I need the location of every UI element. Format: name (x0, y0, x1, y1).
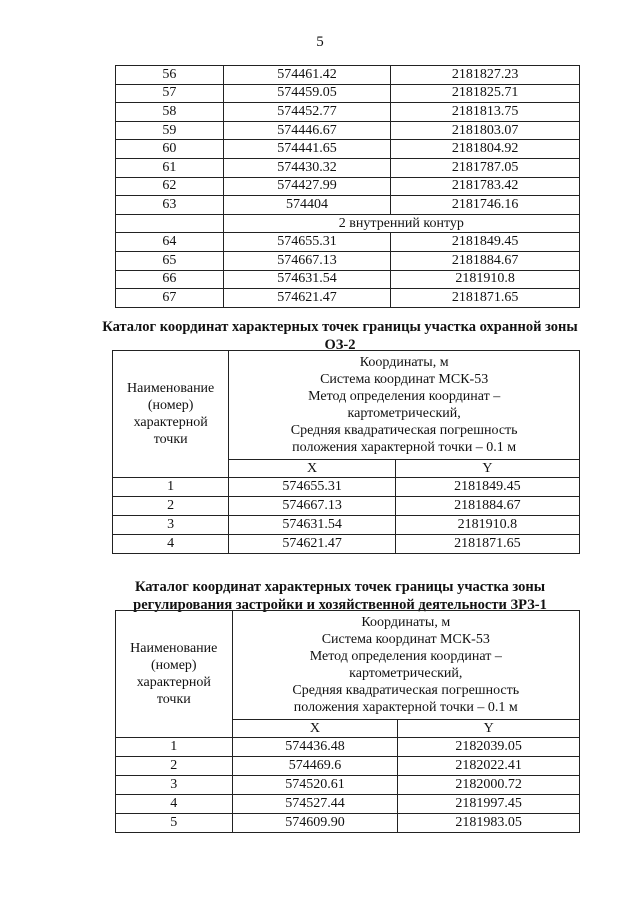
x-coordinate-cell: 574452.77 (223, 103, 391, 122)
coordinates-header-line: Координаты, м (359, 355, 449, 370)
point-number-cell: 3 (116, 776, 233, 795)
point-number-cell: 56 (116, 66, 224, 85)
point-number-cell: 65 (116, 251, 224, 270)
coordinates-header-line: Метод определения координат – (309, 649, 502, 664)
x-coordinate-cell: 574527.44 (232, 795, 398, 814)
y-column-header: Y (398, 720, 580, 738)
y-coordinate-cell: 2181787.05 (391, 158, 580, 177)
coordinates-header-line: Система координат МСК-53 (320, 372, 489, 387)
table-row (116, 270, 580, 289)
point-name-header: Наименование (номер) характерной точки (113, 351, 229, 478)
table-row (116, 121, 580, 140)
point-number-cell: 63 (116, 196, 224, 215)
table-row (116, 214, 580, 233)
x-coordinate-cell: 574441.65 (223, 140, 391, 159)
y-coordinate-cell: 2181803.07 (391, 121, 580, 140)
table-row (116, 757, 580, 776)
point-number-cell: 2 (116, 757, 233, 776)
y-coordinate-cell: 2181825.71 (391, 84, 580, 103)
table-row (116, 814, 580, 833)
table-row (116, 84, 580, 103)
header-row (116, 611, 580, 720)
table-row (116, 158, 580, 177)
table-row (116, 795, 580, 814)
coordinates-table-continuation (115, 65, 580, 308)
y-coordinate-cell: 2182000.72 (398, 776, 580, 795)
point-number-cell: 62 (116, 177, 224, 196)
coordinates-header-line: картометрический, (347, 406, 461, 421)
point-number-cell: 4 (116, 795, 233, 814)
contour-subheading: 2 внутренний контур (223, 214, 579, 233)
y-coordinate-cell: 2181783.42 (391, 177, 580, 196)
page-number: 5 (316, 34, 324, 50)
x-coordinate-cell: 574404 (223, 196, 391, 215)
x-coordinate-cell: 574667.13 (223, 251, 391, 270)
point-number-cell: 4 (113, 535, 229, 554)
point-number-cell: 66 (116, 270, 224, 289)
x-coordinate-cell: 574621.47 (223, 289, 391, 308)
y-coordinate-cell: 2181746.16 (391, 196, 580, 215)
x-coordinate-cell: 574621.47 (229, 535, 396, 554)
point-number-cell: 60 (116, 140, 224, 159)
x-coordinate-cell: 574459.05 (223, 84, 391, 103)
y-coordinate-cell: 2181910.8 (395, 516, 579, 535)
point-number-cell: 1 (113, 478, 229, 497)
point-number-cell: 64 (116, 233, 224, 252)
point-number-cell: 59 (116, 121, 224, 140)
x-coordinate-cell: 574667.13 (229, 497, 396, 516)
y-coordinate-cell: 2182039.05 (398, 738, 580, 757)
empty-cell (116, 214, 224, 233)
catalog-zrz1-table (115, 610, 580, 833)
point-number-cell: 58 (116, 103, 224, 122)
table-row (116, 66, 580, 85)
table-row (116, 738, 580, 757)
x-coordinate-cell: 574436.48 (232, 738, 398, 757)
coordinates-header-line: картометрический, (349, 666, 463, 681)
y-coordinate-cell: 2181910.8 (391, 270, 580, 289)
table-row (116, 177, 580, 196)
table-row (113, 497, 580, 516)
x-column-header: X (232, 720, 398, 738)
x-coordinate-cell: 574469.6 (232, 757, 398, 776)
table-row (113, 478, 580, 497)
y-coordinate-cell: 2181983.05 (398, 814, 580, 833)
x-coordinate-cell: 574609.90 (232, 814, 398, 833)
x-coordinate-cell: 574427.99 (223, 177, 391, 196)
coordinates-header-line: Координаты, м (361, 615, 451, 630)
point-number-cell: 3 (113, 516, 229, 535)
catalog-zrz1-title: Каталог координат характерных точек границы участка зоны регулирования застройки и хозяйственной деятельности ЗРЗ-1 (133, 579, 547, 613)
x-coordinate-cell: 574655.31 (223, 233, 391, 252)
y-coordinate-cell: 2181813.75 (391, 103, 580, 122)
coordinates-header-line: положения характерной точки – 0.1 м (293, 700, 518, 715)
table-row (116, 196, 580, 215)
point-number-cell: 67 (116, 289, 224, 308)
y-coordinate-cell: 2181804.92 (391, 140, 580, 159)
coordinates-header-line: Средняя квадратическая погрешность (292, 683, 520, 698)
y-coordinate-cell: 2181849.45 (395, 478, 579, 497)
x-coordinate-cell: 574655.31 (229, 478, 396, 497)
table-row (116, 233, 580, 252)
table-row (116, 776, 580, 795)
coordinates-header-line: Метод определения координат – (308, 389, 501, 404)
point-number-cell: 57 (116, 84, 224, 103)
y-coordinate-cell: 2181849.45 (391, 233, 580, 252)
y-coordinate-cell: 2181884.67 (391, 251, 580, 270)
table-row (116, 251, 580, 270)
x-coordinate-cell: 574631.54 (223, 270, 391, 289)
x-coordinate-cell: 574520.61 (232, 776, 398, 795)
table-row (113, 535, 580, 554)
y-coordinate-cell: 2181827.23 (391, 66, 580, 85)
x-column-header: X (229, 460, 396, 478)
x-coordinate-cell: 574631.54 (229, 516, 396, 535)
coordinates-header-line: Система координат МСК-53 (321, 632, 490, 647)
point-number-cell: 5 (116, 814, 233, 833)
y-column-header: Y (395, 460, 579, 478)
point-number-cell: 61 (116, 158, 224, 177)
y-coordinate-cell: 2181997.45 (398, 795, 580, 814)
x-coordinate-cell: 574446.67 (223, 121, 391, 140)
y-coordinate-cell: 2181871.65 (395, 535, 579, 554)
catalog-oz2-table (112, 350, 580, 554)
coordinates-header (229, 351, 580, 460)
y-coordinate-cell: 2181871.65 (391, 289, 580, 308)
table-row (116, 289, 580, 308)
y-coordinate-cell: 2182022.41 (398, 757, 580, 776)
table-row (116, 140, 580, 159)
point-name-header: Наименование (номер) характерной точки (116, 611, 233, 738)
table-row (113, 516, 580, 535)
header-row (113, 351, 580, 460)
point-number-cell: 1 (116, 738, 233, 757)
x-coordinate-cell: 574461.42 (223, 66, 391, 85)
coordinates-header (232, 611, 579, 720)
coordinates-header-line: положения характерной точки – 0.1 м (292, 440, 517, 455)
catalog-oz2-title: Каталог координат характерных точек границы участка охранной зоны ОЗ-2 (102, 319, 578, 353)
coordinates-header-line: Средняя квадратическая погрешность (290, 423, 518, 438)
y-coordinate-cell: 2181884.67 (395, 497, 579, 516)
point-number-cell: 2 (113, 497, 229, 516)
table-row (116, 103, 580, 122)
x-coordinate-cell: 574430.32 (223, 158, 391, 177)
